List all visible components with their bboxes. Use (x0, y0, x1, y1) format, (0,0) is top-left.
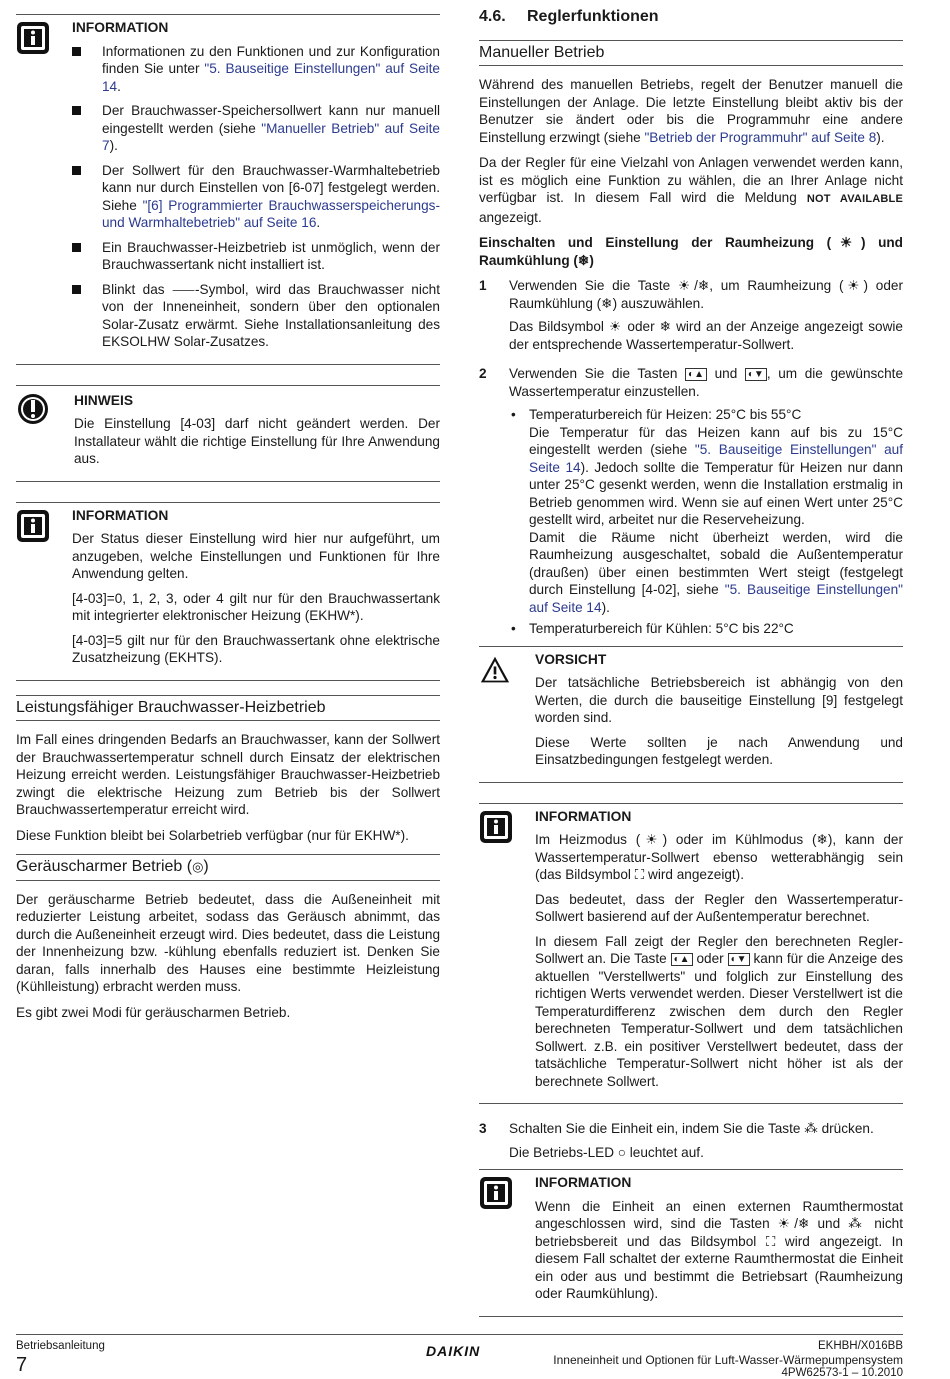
paragraph: Da der Regler für eine Vielzahl von Anlagen verwendet werden kann, ist es möglich eine Funktion zu wählen, die an Ihrer Anlage nicht verfügbar ist. In diesem Fall wird die Meldung NOT AVAILABLE angezeigt. (479, 155, 903, 225)
subheading-heating-cooling: Einschalten und Einstellung der Raumheizung (☀) und Raumkühlung (❄) (479, 235, 903, 268)
info-box-setting (16, 502, 440, 681)
warning-triangle-icon (479, 655, 511, 685)
footer-description: Inneneinheit und Optionen für Luft-Wasser-Wärmepumpensystem (553, 1352, 903, 1367)
section-heading-powerful-dhw: Leistungsfähiger Brauchwasser-Heizbetrieb (16, 695, 440, 722)
temp-down-key-icon: ◐▼ (745, 368, 767, 381)
step-3: 3 Schalten Sie die Einheit ein, indem Sie die Taste ⁂ drücken. Die Betriebs-LED ○ leuchtet auf. (479, 1121, 874, 1160)
temp-up-key-icon: ◐▲ (685, 368, 707, 381)
info-list (72, 43, 440, 351)
footer-doc-type: Betriebsanleitung (16, 1340, 105, 1352)
section-title: 4.6. Reglerfunktionen (479, 8, 659, 25)
information-icon (16, 509, 50, 543)
cross-reference-link[interactable]: "[6] Programmierter Brauchwasserspeicherungs- und Warmhaltebetrieb" auf Seite 16 (102, 197, 441, 230)
right-column (479, 4, 903, 1317)
info-title: INFORMATION (72, 507, 169, 523)
information-icon (479, 1176, 513, 1210)
temp-down-key-icon: ◐▼ (728, 953, 750, 966)
link-programmuhr[interactable]: "Betrieb der Programmuhr" auf Seite 8 (644, 129, 877, 145)
info-list-item: Ein Brauchwasser-Heizbetrieb ist unmöglich, wenn der Brauchwassertank nicht installiert ist. (72, 239, 440, 274)
left-column (16, 14, 440, 1029)
info-box-weather: INFORMATION Im Heizmodus (☀) oder im Kühlmodus (❄), kann der Wassertemperatur-Sollwert ebenso wetterabhängig sein (das Bildsymbol ⛶ wird angezeigt). Das bedeutet, dass der Regler den Wassertemperatur-Sollwert basierend auf der Außentemperatur berechnet. In diesem Fall zeigt der Regler den berechneten Regler-Sollwert an. Die Taste ◐▲ oder ◐▼ kann für die Anzeige des aktuellen "Verstellwerts" und folglich zur Einstellung des richtigen Werts verwendet werden. Dieser Verstellwert ist die Temperaturdifferenz zwischen dem durch den Regler berechneten Temperatur-Sollwert und dem tatsächlichen Sollwert. z.B. ein positiver Verstellwert bedeutet, dass der tatsächliche Temperatur-Sollwert nicht höher ist als der berechnete Sollwert. (479, 803, 903, 1105)
step-1: 1 Verwenden Sie die Taste ☀/❄, um Raumheizung (☀) oder Raumkühlung (❄) auszuwählen. Das Bildsymbol ☀ oder ❄ wird an der Anzeige angezeigt sowie der entsprechende Wassertemperatur-Sollwert. (479, 278, 903, 352)
cross-reference-link[interactable]: "5. Bauseitige Einstellungen" auf Seite 14 (102, 61, 440, 94)
information-icon (479, 810, 513, 844)
cross-reference-link[interactable]: "Manueller Betrieb" auf Seite 7 (102, 120, 440, 153)
page-footer (16, 1334, 903, 1379)
info-box-dhw (16, 14, 440, 365)
info-paragraph: Der Status dieser Einstellung wird hier nur aufgeführt, um anzugeben, welche Einstellungen und Funktionen für Ihre Anwendung gelten. (72, 531, 440, 581)
not-available-code: NOT AVAILABLE (806, 193, 903, 205)
paragraph: Im Fall eines dringenden Bedarfs an Brauchwasser, kann der Sollwert der Brauchwassertemperatur schnell durch Einsatz der elektrischen Heizung erreicht werden. Leistungsfähiger Brauchwasser-Heizbetrieb zwingt die elektrische Heizung zum Betrieb bis der Sollwert Brauchwassertemperatur erreicht wird. (16, 732, 440, 817)
paragraph: Diese Funktion bleibt bei Solarbetrieb verfügbar (nur für EKHW*). (16, 827, 409, 843)
footer-right (553, 1340, 903, 1379)
hinweis-text: Die Einstellung [4-03] darf nicht geändert werden. Der Installateur wählt die richtige Einstellung für Ihre Anwendung aus. (74, 416, 440, 466)
vorsicht-box: VORSICHT Der tatsächliche Betriebsbereich ist abhängig von den Werten, die durch die bauseitige Einstellung [9] festgelegt worden sind. Diese Werte sollten je nach Anwendung und Einsatzbedingungen festgelegt werden. (479, 646, 903, 783)
list-item: • Temperaturbereich für Kühlen: 5°C bis 22°C (509, 620, 903, 638)
temperature-ranges (509, 406, 903, 638)
info-list-item: Informationen zu den Funktionen und zur Konfiguration finden Sie unter "5. Bauseitige Einstellungen" auf Seite 14. (72, 43, 440, 96)
info-list-item: Der Sollwert für den Brauchwasser-Warmhaltebetrieb kann nur durch Einstellen von [6-07] festgelegt werden. Siehe "[6] Programmierter Brauchwasserspeicherungs- und Warmhaltebetrieb" auf Seite 16. (72, 162, 440, 232)
footer-model: EKHBH/X016BB (817, 1340, 903, 1352)
paragraph: Während des manuellen Betriebs, regelt der Benutzer manuell die Einstellungen der Anlage. Die letzte Einstellung bleibt aktiv bis der Benutzer sie ändert oder bis die Programmuhr eine andere Einstellung erzwingt (siehe "Betrieb der Programmuhr" auf Seite 8). (479, 77, 903, 145)
page-number: 7 (16, 1354, 28, 1376)
daikin-logo: DAIKIN (426, 1343, 481, 1359)
section-heading-manual: Manueller Betrieb (479, 40, 903, 67)
info-paragraph: [4-03]=5 gilt nur für den Brauchwassertank ohne elektrische Zusatzheizung (EKHTS). (72, 632, 440, 665)
hinweis-title: HINWEIS (74, 392, 134, 408)
info-title: INFORMATION (72, 20, 169, 35)
paragraph: Der geräuscharme Betrieb bedeutet, dass die Außeneinheit mit reduzierter Leistung arbeitet, sodass das Geräusch abnimmt, das durch die Außeneinheit erzeugt wird. Dies bedeutet, dass die Leistung der Innenheizung bzw. -kühlung ebenfalls reduziert ist. Denken Sie daran, falls innerhalb des Hauses eine bestimmte Heizleistung (Kühlleistung) erbracht werden muss. (16, 891, 440, 994)
info-list-item: Blinkt das ⸺-Symbol, wird das Brauchwasser nicht von der Inneneinheit, sondern über den optionalen Solar-Zusatz erwärmt. Siehe Installationsanleitung des EKSOLHW Solar-Zusatzes. (72, 281, 440, 351)
link-bauseitige[interactable]: "5. Bauseitige Einstellungen" auf Seite 14 (529, 442, 903, 475)
section-heading-quiet-mode: Geräuscharmer Betrieb (◎) (16, 854, 440, 881)
info-list-item: Der Brauchwasser-Speichersollwert kann nur manuell eingestellt werden (siehe "Manueller Betrieb" auf Seite 7). (72, 102, 440, 155)
info-box-thermostat: INFORMATION Wenn die Einheit an einen externen Raumthermostat angeschlossen wird, sind die Tasten ☀/❄ und ⁂ nicht betriebsbereit und das Bildsymbol ⛶ wird angezeigt. In diesem Fall schaltet der externe Raumthermostat die Einheit ein oder aus und bestimmt die Betriebsart (Raumheizung oder Raumkühlung). (479, 1169, 903, 1317)
information-icon (16, 21, 50, 55)
hinweis-box (16, 385, 440, 482)
vorsicht-title: VORSICHT (535, 651, 607, 667)
info-paragraph: [4-03]=0, 1, 2, 3, oder 4 gilt nur für den Brauchwassertank mit integrierter elektronischer Heizung (EKHW*). (72, 590, 440, 623)
exclamation-icon (16, 392, 50, 426)
link-bauseitige[interactable]: "5. Bauseitige Einstellungen" auf Seite 14 (529, 582, 903, 615)
footer-doc-id: 4PW62573-1 – 10.2010 (781, 1367, 903, 1379)
step-2: 2 Verwenden Sie die Tasten ◐▲ und ◐▼ , um die gewünschte Wassertemperatur einzustellen. • Temperaturbereich für Heizen: 25°C bis 55°C Die Temperatur für das Heizen kann auf bis zu 15°C eingestellt werden (siehe "5. Bauseitige Einstellungen" auf Seite 14). Jedoch sollte die Temperatur für Heizen nur dann unter 25°C gesenkt werden, wenn die Installation erstmalig in Betrieb genommen wird. Wenn sie auf einen Wert unter 25°C gestellt wird, arbeitet nur die Reserveheizung. Damit die Räume nicht überheizt werden, wird die Raumheizung ausgeschaltet, sobald die Außentemperatur (draußen) über einen bestimmten Wert steigt (festgelegt durch Einstellung [4-02], siehe "5. Bauseitige Einstellungen" auf Seite 14). • Temperaturbereich für Kühlen: 5°C bis 22°C (479, 365, 903, 638)
list-item: • Temperaturbereich für Heizen: 25°C bis 55°C Die Temperatur für das Heizen kann auf bis zu 15°C eingestellt werden (siehe "5. Bauseitige Einstellungen" auf Seite 14). Jedoch sollte die Temperatur für Heizen nur dann unter 25°C gesenkt werden, wenn die Installation erstmalig in Betrieb genommen wird. Wenn sie auf einen Wert unter 25°C gestellt wird, arbeitet nur die Reserveheizung. Damit die Räume nicht überheizt werden, wird die Raumheizung ausgeschaltet, sobald die Außentemperatur (draußen) über einen bestimmten Wert steigt (festgelegt durch Einstellung [4-02], siehe "5. Bauseitige Einstellungen" auf Seite 14). (509, 406, 903, 616)
paragraph: Es gibt zwei Modi für geräuscharmen Betrieb. (16, 1004, 291, 1020)
temp-up-key-icon: ◐▲ (671, 953, 693, 966)
quiet-mode-icon: ◎ (192, 859, 204, 874)
